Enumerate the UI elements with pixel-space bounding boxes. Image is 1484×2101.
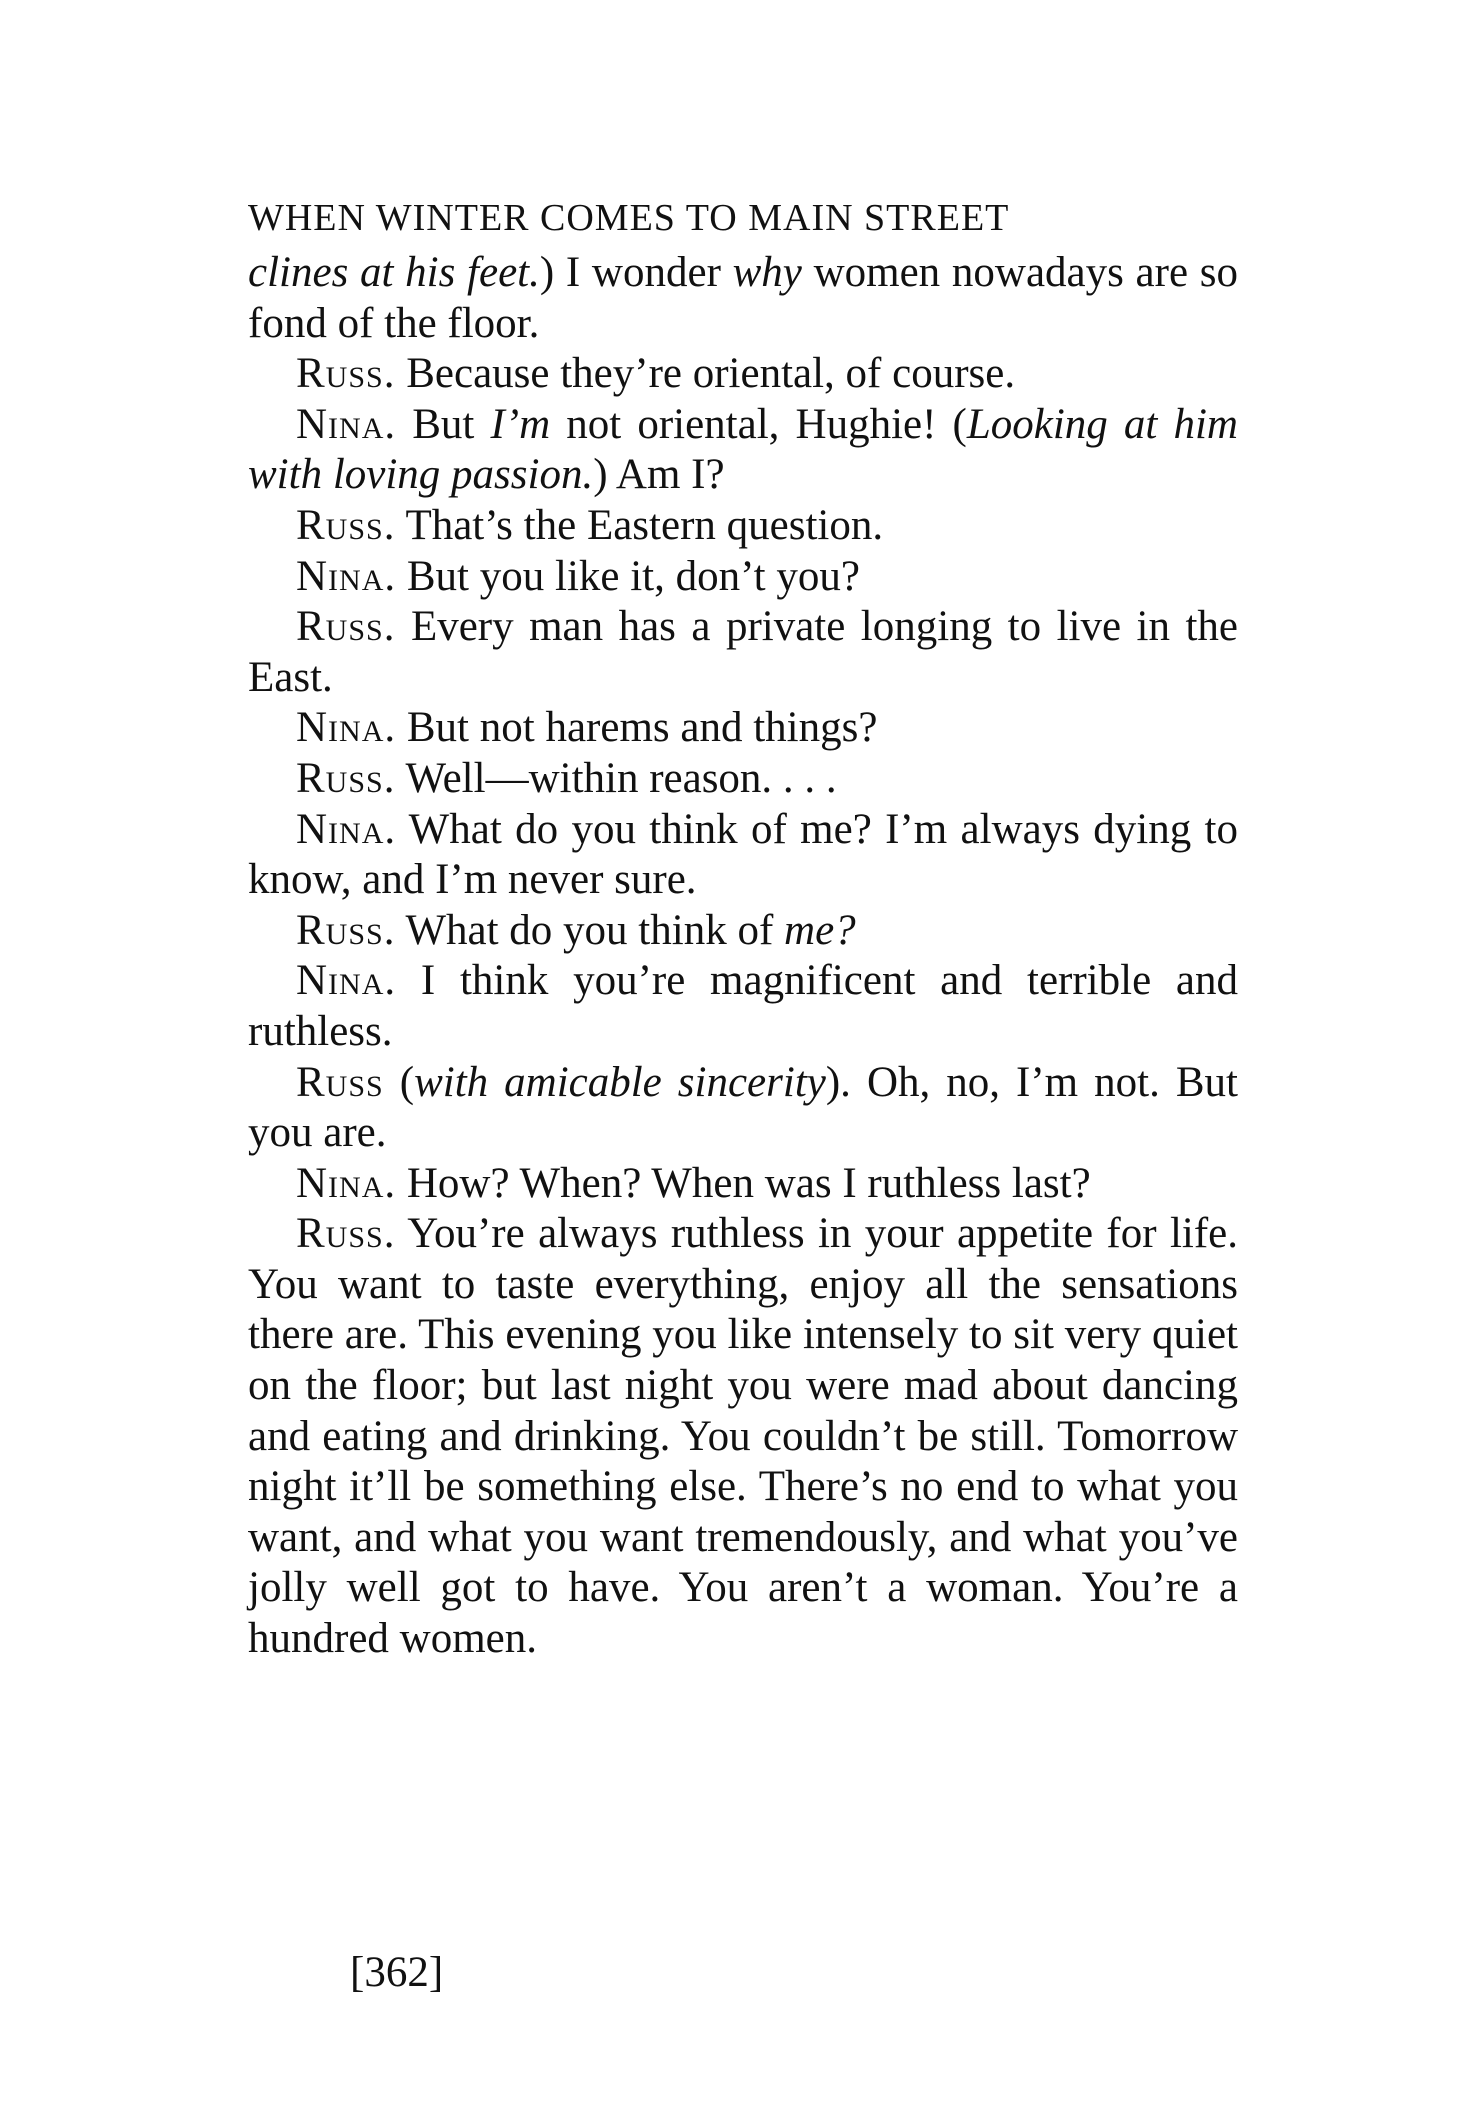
- running-head: WHEN WINTER COMES TO MAIN STREET: [248, 197, 1010, 239]
- text-run: What do you think of: [395, 906, 785, 954]
- book-page: [248, 196, 1238, 1665]
- text-run: ) Am I?: [593, 451, 725, 499]
- text-run: What do you think of me? I’m always dying to know, and I’m never sure.: [248, 805, 1238, 904]
- text-run: Every man has a private longing to live in the East.: [248, 603, 1238, 701]
- paragraph: [248, 349, 1238, 400]
- italic-text: Looking at him with loving passion.: [248, 400, 1238, 499]
- italic-text: me?: [784, 906, 856, 954]
- italic-text: clines at his feet.: [248, 249, 540, 296]
- paragraph: [248, 1159, 1238, 1210]
- text-run: But: [396, 400, 491, 448]
- speaker-name: Nina.: [296, 400, 397, 448]
- italic-text: I’m: [490, 400, 551, 448]
- italic-text: with amicable sincerity: [414, 1058, 826, 1106]
- speaker-name: Russ.: [296, 754, 396, 802]
- text-run: Well—within reason. . . .: [395, 754, 837, 802]
- page-number: [362]: [350, 1949, 444, 1996]
- text-run: But you like it, don’t you?: [396, 552, 860, 600]
- paragraph: [248, 248, 1238, 349]
- speaker-name: Russ.: [296, 350, 396, 398]
- text-run: (: [383, 1058, 415, 1106]
- speaker-name: Nina.: [296, 552, 397, 600]
- text-run: Because they’re oriental, of course.: [395, 350, 1016, 398]
- text-run: But not harems and things?: [396, 704, 878, 752]
- paragraph: [248, 906, 1238, 957]
- text-run: ) I wonder: [539, 249, 733, 296]
- paragraph: [248, 400, 1238, 501]
- italic-text: why: [732, 249, 802, 296]
- speaker-name: Nina.: [296, 1159, 397, 1207]
- speaker-name: Nina.: [296, 957, 397, 1005]
- paragraph: [248, 1209, 1238, 1664]
- paragraph: [248, 552, 1238, 603]
- text-run: You’re always ruthless in your appetite for life. You want to taste everything, enjoy all the sensations there are. This evening you like intensely to sit very quiet on the floor; but last night you were mad about dancing and eating and drinking. You couldn’t be still. Tomorrow night it’ll be something else. There’s no end to what you want, and what you want tremendously, and what you’ve jolly well got to have. You aren’t a woman. You’re a hundred women.: [248, 1210, 1238, 1663]
- paragraph: [248, 703, 1238, 754]
- text-run: women nowadays are so fond of the floor.: [248, 249, 1238, 347]
- text-run: not oriental, Hughie! (: [550, 400, 967, 448]
- text-run: I think you’re magnificent and terrible and ruthless.: [248, 957, 1238, 1055]
- paragraph: [248, 602, 1238, 703]
- paragraph: [248, 501, 1238, 552]
- speaker-name: Nina.: [296, 805, 397, 853]
- page-body: [248, 248, 1238, 1665]
- speaker-name: Russ.: [296, 603, 396, 651]
- text-run: How? When? When was I ruthless last?: [396, 1159, 1091, 1207]
- text-run: ). Oh, no, I’m not. But you are.: [248, 1058, 1238, 1157]
- paragraph: [248, 805, 1238, 906]
- speaker-name: Russ: [296, 1058, 384, 1106]
- speaker-name: Nina.: [296, 704, 397, 752]
- text-run: That’s the Eastern question.: [395, 501, 884, 549]
- paragraph: [248, 1058, 1238, 1159]
- speaker-name: Russ.: [296, 1210, 396, 1258]
- paragraph: [248, 754, 1238, 805]
- speaker-name: Russ.: [296, 906, 396, 954]
- paragraph: [248, 956, 1238, 1057]
- speaker-name: Russ.: [296, 501, 396, 549]
